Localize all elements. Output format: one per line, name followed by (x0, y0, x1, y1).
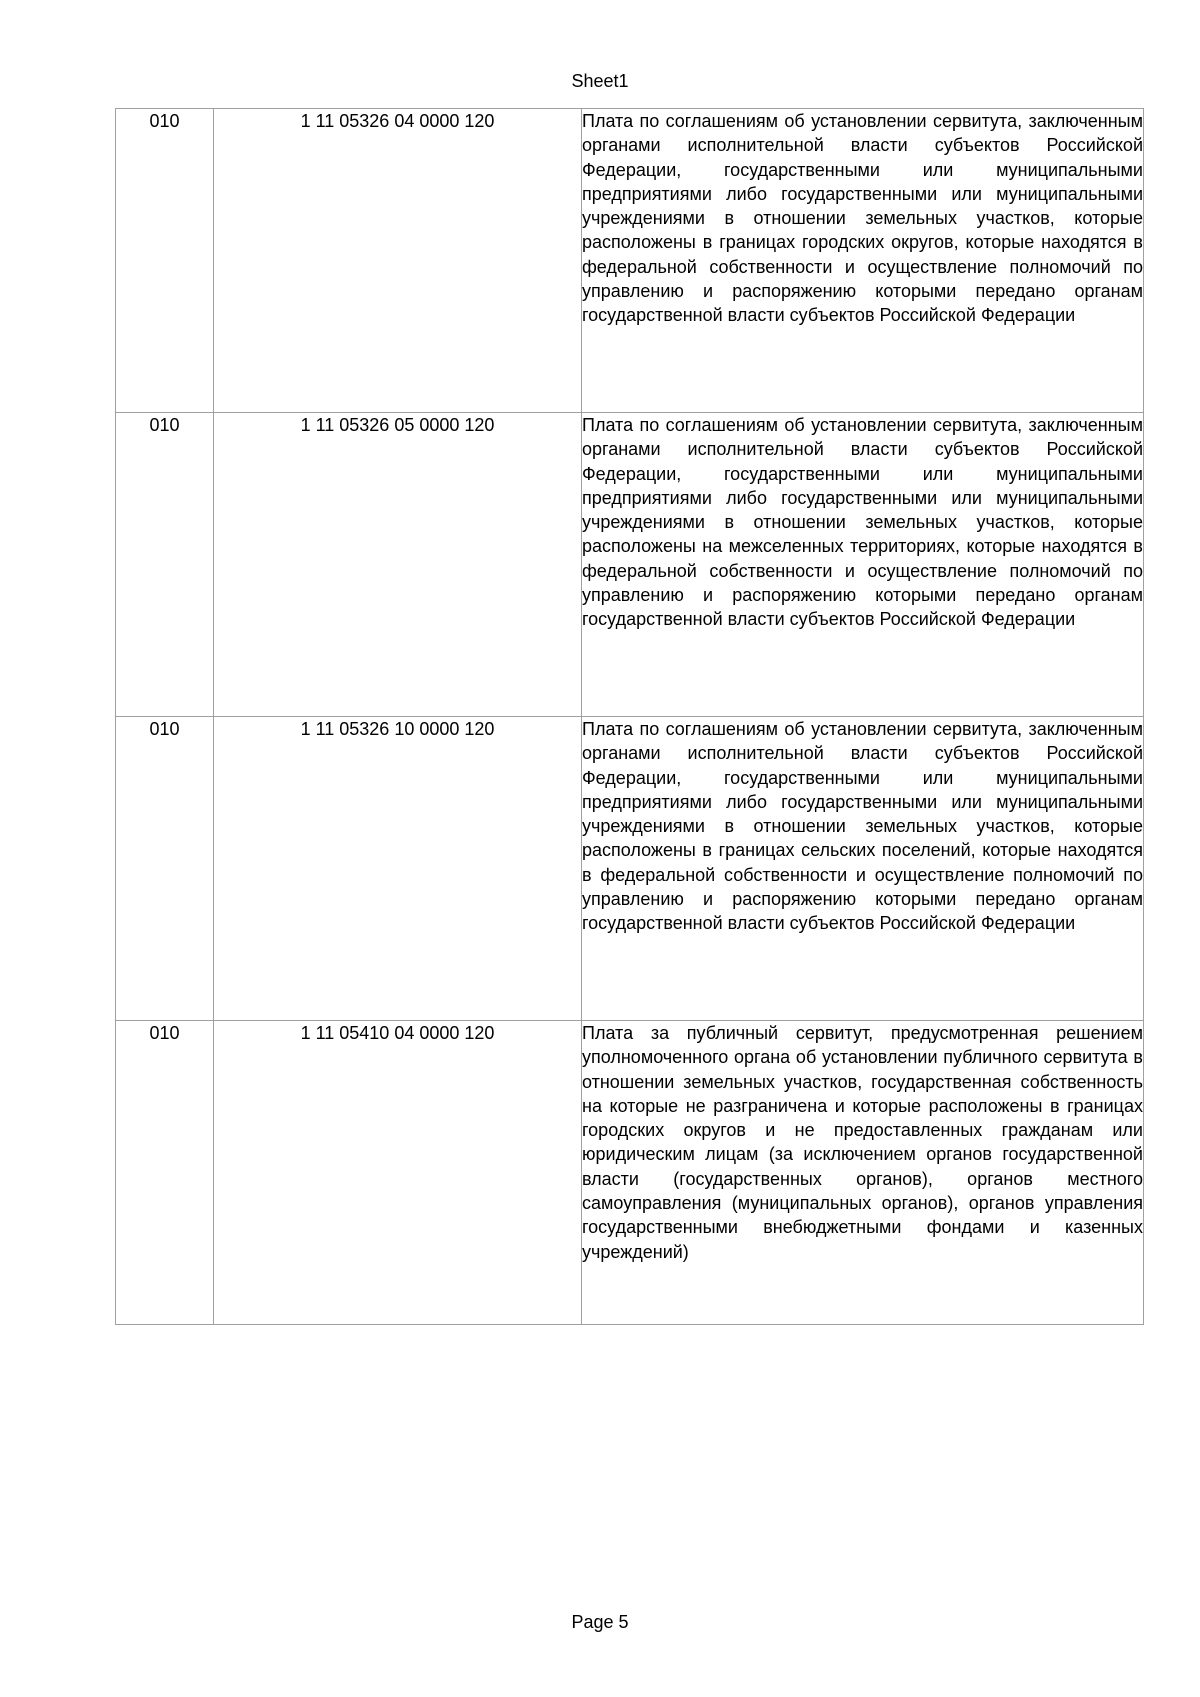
table-row (116, 109, 1144, 413)
admin-code-cell: 010 (116, 1021, 214, 1325)
description-cell: Плата по соглашениям об установлении сервитута, заключенным органами исполнительной власти субъектов Российской Федерации, государственными или муниципальными предприятиями либо государственными или муниципальными учреждениями в отношении земельных участков, которые расположены в границах городских округов, которые находятся в федеральной собственности и осуществление полномочий по управлению и распоряжению которыми передано органам государственной власти субъектов Российской Федерации (582, 109, 1144, 413)
admin-code-cell: 010 (116, 109, 214, 413)
description-cell: Плата по соглашениям об установлении сервитута, заключенным органами исполнительной власти субъектов Российской Федерации, государственными или муниципальными предприятиями либо государственными или муниципальными учреждениями в отношении земельных участков, которые расположены в границах сельских поселений, которые находятся в федеральной собственности и осуществление полномочий по управлению и распоряжению которыми передано органам государственной власти субъектов Российской Федерации (582, 717, 1144, 1021)
budget-code-cell: 1 11 05410 04 0000 120 (214, 1021, 582, 1325)
page-number: Page 5 (571, 1612, 629, 1632)
admin-code-cell: 010 (116, 413, 214, 717)
table-row (116, 413, 1144, 717)
table-row (116, 1021, 1144, 1325)
description-cell: Плата за публичный сервитут, предусмотренная решением уполномоченного органа об установлении публичного сервитута в отношении земельных участков, государственная собственность на которые не разграничена и которые расположены в границах городских округов и не предоставленных гражданам или юридическим лицам (за исключением органов государственной власти (государственных органов), органов местного самоуправления (муниципальных органов), органов управления государственными внебюджетными фондами и казенных учреждений) (582, 1021, 1144, 1325)
sheet-title: Sheet1 (571, 71, 629, 91)
budget-code-cell: 1 11 05326 04 0000 120 (214, 109, 582, 413)
budget-code-cell: 1 11 05326 10 0000 120 (214, 717, 582, 1021)
table-row (116, 717, 1144, 1021)
revenue-codes-table (115, 108, 1144, 1325)
budget-code-cell: 1 11 05326 05 0000 120 (214, 413, 582, 717)
admin-code-cell: 010 (116, 717, 214, 1021)
description-cell: Плата по соглашениям об установлении сервитута, заключенным органами исполнительной власти субъектов Российской Федерации, государственными или муниципальными предприятиями либо государственными или муниципальными учреждениями в отношении земельных участков, которые расположены на межселенных территориях, которые находятся в федеральной собственности и осуществление полномочий по управлению и распоряжению которыми передано органам государственной власти субъектов Российской Федерации (582, 413, 1144, 717)
